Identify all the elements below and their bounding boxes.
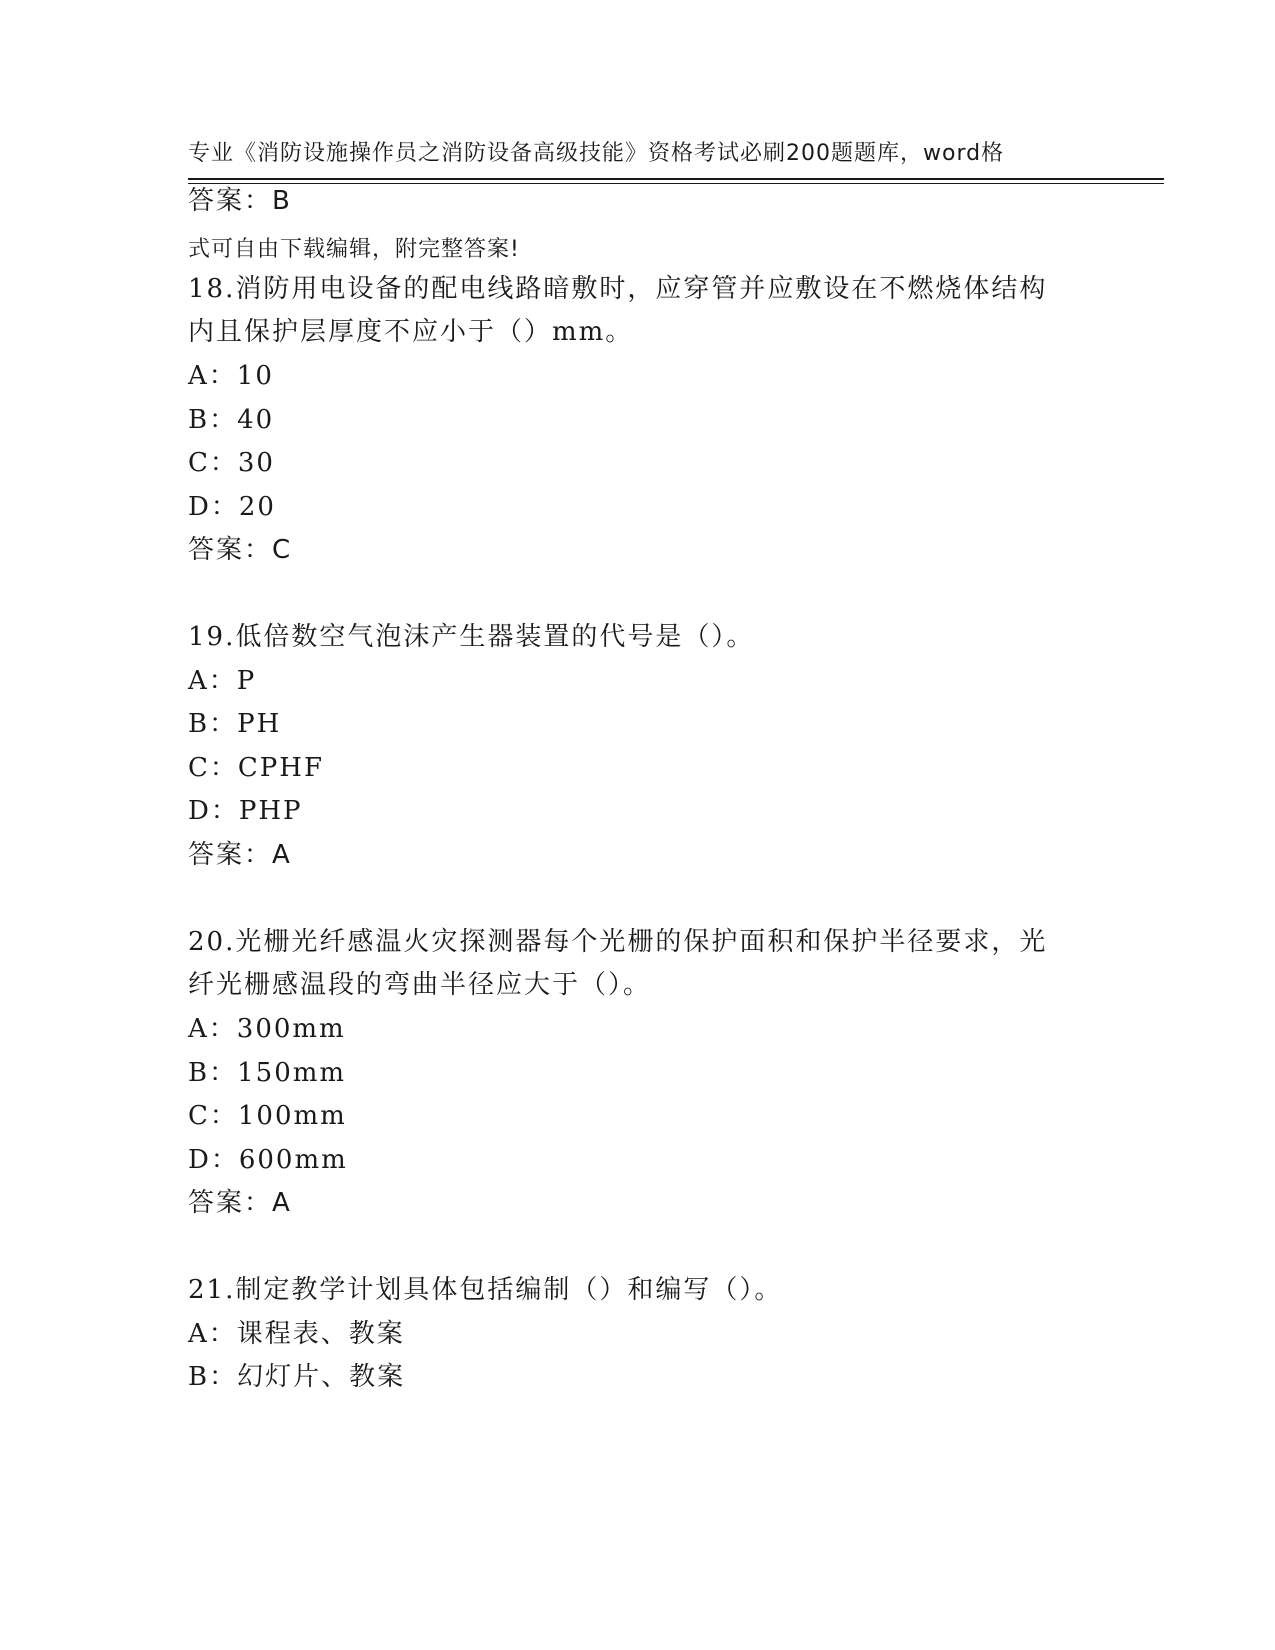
question-18-stem-line-2: 内且保护层厚度不应小于（）mm。 bbox=[188, 317, 634, 347]
question-18-answer: 答案：C bbox=[188, 535, 293, 565]
question-19-stem: 19.低倍数空气泡沫产生器装置的代号是（）。 bbox=[188, 622, 755, 652]
question-21-option-b: B：幻灯片、教案 bbox=[188, 1362, 406, 1392]
question-21-stem: 21.制定教学计划具体包括编制（）和编写（）。 bbox=[188, 1275, 783, 1305]
question-18-option-a: A：10 bbox=[188, 361, 274, 391]
question-18-option-c: C：30 bbox=[188, 448, 275, 478]
header-line-1: 专业《消防设施操作员之消防设备高级技能》资格考试必刷200题题库，word格 bbox=[188, 141, 1005, 166]
prev-answer: 答案：B bbox=[188, 186, 292, 216]
question-20-option-a: A：300mm bbox=[188, 1014, 346, 1044]
question-19-option-a: A：P bbox=[188, 666, 257, 696]
question-19-option-d: D：PHP bbox=[188, 796, 303, 826]
question-18-option-b: B：40 bbox=[188, 405, 275, 435]
question-20-option-d: D：600mm bbox=[188, 1145, 348, 1175]
question-18-stem-line-1: 18.消防用电设备的配电线路暗敷时，应穿管并应敷设在不燃烧体结构 bbox=[188, 274, 1048, 304]
question-20-option-b: B：150mm bbox=[188, 1058, 347, 1088]
question-19-option-c: C：CPHF bbox=[188, 753, 324, 783]
question-19-answer: 答案：A bbox=[188, 840, 292, 870]
question-20-stem-line-2: 纤光栅感温段的弯曲半径应大于（）。 bbox=[188, 970, 652, 1000]
question-19-option-b: B：PH bbox=[188, 709, 282, 739]
question-18-option-d: D：20 bbox=[188, 492, 276, 522]
question-20-answer: 答案：A bbox=[188, 1188, 292, 1218]
question-21-option-a: A：课程表、教案 bbox=[188, 1319, 405, 1349]
header-divider bbox=[188, 178, 1164, 184]
header-line-2: 式可自由下载编辑，附完整答案! bbox=[188, 237, 520, 262]
question-20-stem-line-1: 20.光栅光纤感温火灾探测器每个光栅的保护面积和保护半径要求，光 bbox=[188, 927, 1048, 957]
question-20-option-c: C：100mm bbox=[188, 1101, 347, 1131]
